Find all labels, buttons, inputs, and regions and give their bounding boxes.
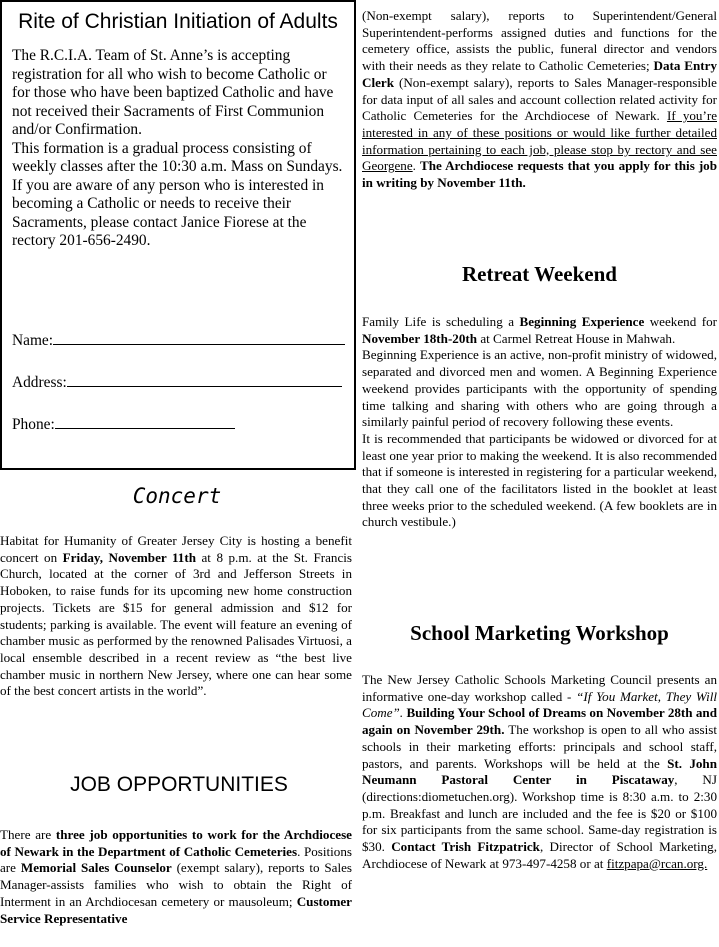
jobs-text-6: . — [412, 158, 420, 174]
retreat-paragraph-1 — [362, 314, 717, 347]
jobs-section — [0, 773, 358, 797]
jobs-heading: JOB OPPORTUNITIES — [70, 773, 288, 796]
jobs-bold-1: three job opportunities to work for the Archdiocese of Newark in the Department of Catholic Cemeteries — [0, 827, 352, 859]
retreat-text-2: weekend for — [644, 314, 717, 329]
name-line — [53, 330, 345, 345]
workshop-venue: St. John Neumann Pastoral Center in Piscataway — [362, 755, 717, 788]
workshop-dates: Building Your School of Dreams on November 28th and again on November 29th. — [362, 705, 717, 738]
workshop-text-1: The New Jersey Catholic Schools Marketing Council presents an informative one-day workshop called - — [362, 672, 717, 704]
workshop-title: “If You Market, They Will Come”. — [362, 688, 718, 721]
concert-date: Friday, November 11th — [62, 549, 196, 565]
jobs-text-2: . Positions are — [0, 843, 352, 876]
jobs-continued-paragraph — [362, 8, 717, 192]
jobs-text-4: (Non-exempt salary), reports to Superintendent/General Superintendent-performs assigned duties and functions for the cemetery office, assists the public, funeral director and vendors with their needs as they relate to Catholic Cemeteries; — [362, 8, 717, 74]
rcia-title: Rite of Christian Initiation of Adults — [18, 10, 338, 33]
rcia-body — [12, 47, 344, 251]
workshop-email-link[interactable]: fitzpapa@rcan.org. — [606, 855, 708, 871]
jobs-bold-2: Memorial Sales Counselor — [20, 860, 172, 876]
address-line — [67, 372, 342, 387]
jobs-bold-4: Data Entry Clerk — [362, 58, 717, 90]
retreat-paragraph-3: It is recommended that participants be widowed or divorced for at least one year prior to making the weekend. It is also recommended that if someone is interested in registering for a particular weekend, that they call one of the facilitators listed in the booklet at least three weeks prior to the scheduled weekend. (A few booklets are in church vestibule.) — [362, 430, 717, 530]
concert-text-1: Habitat for Humanity of Greater Jersey City is hosting a benefit concert on — [0, 533, 352, 565]
jobs-bold-3: Customer Service Representative — [0, 893, 352, 926]
workshop-contact: Contact Trish Fitzpatrick — [391, 839, 540, 855]
address-field[interactable] — [12, 372, 342, 392]
workshop-heading: School Marketing Workshop — [410, 621, 669, 645]
rcia-box — [0, 0, 356, 470]
retreat-section — [362, 262, 717, 287]
concert-paragraph — [0, 533, 352, 700]
workshop-text-5: , Director of School Marketing, Archdiocese of Newark at 973-497-4258 or at — [362, 839, 718, 871]
name-label: Name: — [12, 332, 54, 349]
retreat-dates: November 18th-20th — [362, 330, 478, 346]
concert-heading: Concert — [132, 484, 222, 508]
concert-section — [0, 484, 358, 508]
address-label: Address: — [12, 374, 67, 391]
name-field[interactable] — [12, 330, 345, 350]
workshop-paragraph — [362, 672, 717, 872]
workshop-section — [362, 621, 717, 646]
jobs-contact-note: If you’re interested in any of these positions or would like further detailed information pertaining to each job, please stop by rectory and see Georgene — [362, 108, 717, 174]
retreat-text-1: Family Life is scheduling a — [362, 314, 520, 329]
jobs-deadline: The Archdiocese requests that you apply for this job in writing by November 11th. — [362, 158, 717, 191]
jobs-text-3: (exempt salary), reports to Sales Manager-assists families who wish to obtain the Right of Interment in an Archdiocesan cemetery or mausoleum; — [0, 860, 352, 909]
rcia-paragraph-1: The R.C.I.A. Team of St. Anne’s is accepting registration for all who wish to become Catholic or for those who have been baptized Catholic and have not received their Sacraments of First Communion and/or Confirmation. — [12, 47, 334, 138]
retreat-bold-1: Beginning Experience — [519, 314, 645, 329]
retreat-text-3: at Carmel Retreat House in Mahwah. — [477, 330, 676, 346]
rcia-paragraph-2: This formation is a gradual process consisting of weekly classes after the 10:30 a.m. Mass on Sundays. If you are aware of any person who is interested in becoming a Catholic or needs to receive their Sacraments, please contact Janice Fiorese at the rectory 201-656-2490. — [12, 139, 343, 249]
concert-text-2: at 8 p.m. at the St. Francis Church, located at the corner of 3rd and Jefferson Streets in Hoboken, to raise funds for its upcoming new home construction projects. Tickets are $15 for general admission and $12 for students; parking is available. The event will feature an evening of chamber music as performed by the renowned Palisades Virtuosi, a local ensemble described in a recent review as “the best live chamber music in northern New Jersey, where one can hear some of the best concert artists in the world”. — [0, 549, 352, 699]
retreat-heading: Retreat Weekend — [462, 262, 617, 286]
workshop-text-3: The workshop is open to all who assist schools in their marketing efforts: principals and school staff, pastors, and parents. Workshops will be held at the — [362, 722, 717, 771]
phone-field[interactable] — [12, 414, 235, 434]
jobs-text-1: There are — [0, 827, 56, 842]
concert-body — [0, 533, 352, 700]
jobs-paragraph — [0, 827, 352, 927]
phone-label: Phone: — [12, 416, 55, 433]
jobs-body-left — [0, 827, 352, 947]
phone-line — [55, 414, 235, 429]
workshop-body — [362, 672, 717, 872]
workshop-text-4: , NJ (directions:diometuchen.org). Workshop time is 8:30 a.m. to 2:30 p.m. Breakfast and lunch are included and the fee is $20 or $100 for six participants from the same school. Same-day registration is $30. — [362, 772, 717, 855]
retreat-body — [362, 314, 717, 531]
retreat-paragraph-2: Beginning Experience is an active, non-profit ministry of widowed, separated and divorced men and women. A Beginning Experience weekend provides participants with the opportunity of spending time talking and sharing with others who are going through a similarly painful period of recovery following these events. — [362, 347, 717, 430]
jobs-text-5: (Non-exempt salary), reports to Sales Manager-responsible for data input of all sales and account collection related activity for Catholic Cemeteries for the Archdiocese of Newark. — [362, 74, 717, 124]
jobs-continued — [362, 8, 717, 243]
